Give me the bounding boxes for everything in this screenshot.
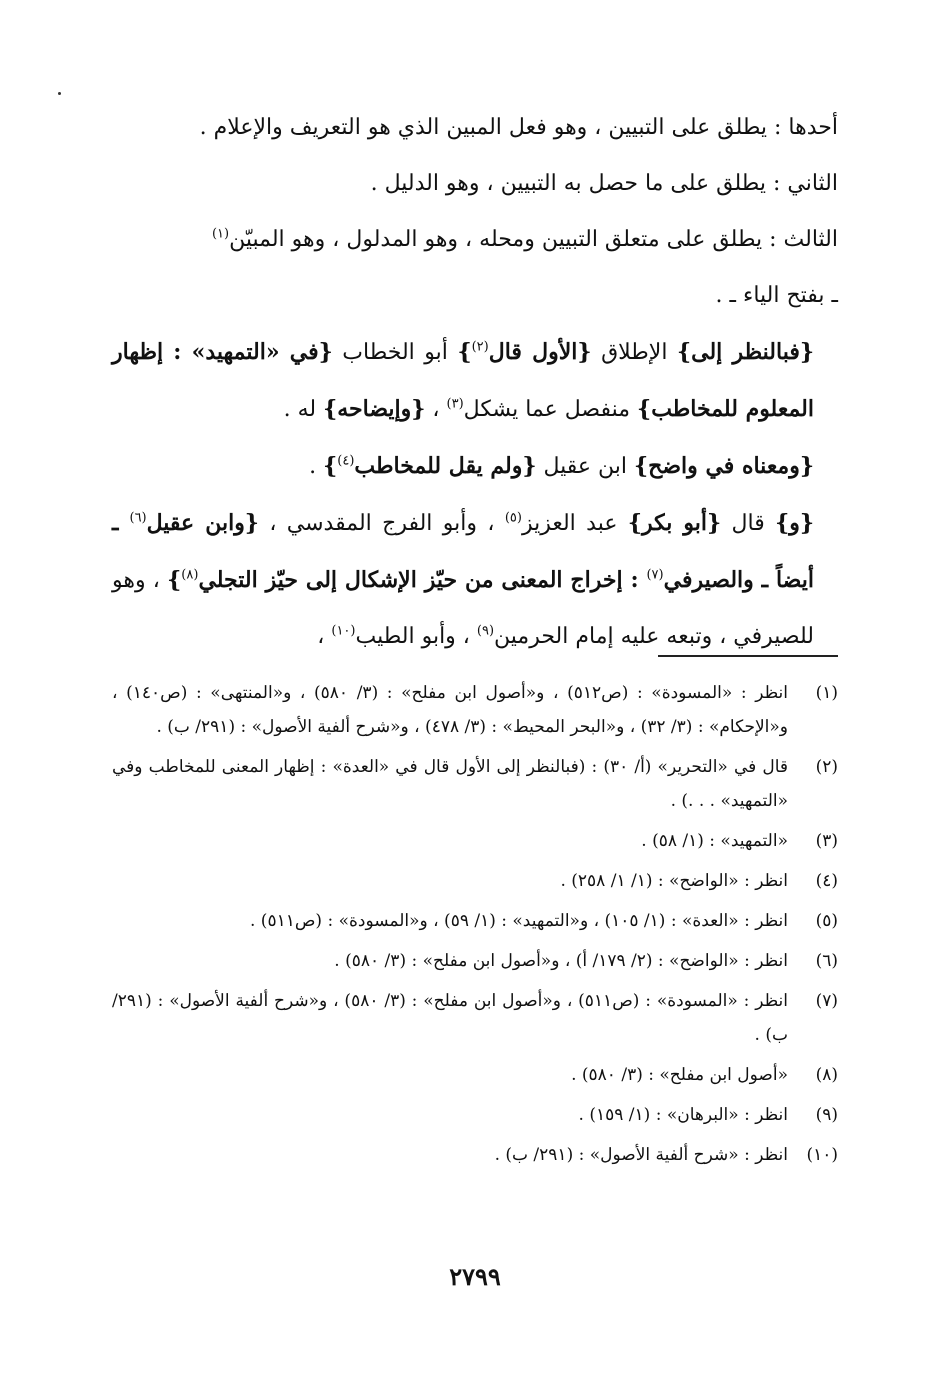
speck bbox=[58, 92, 61, 95]
paragraph-6: {و} قال {أبو بكر} عبد العزيز$^{(٥)}$ ، وأبو الفرج المقدسي ، {وابن عقيل$^{(٦)}$ ـ أيضاً ـ والصيرفي$^{(٧)}$ : إخراج المعنى من حيّز الإشكال إلى حيّز التجلي$^{(٨)}$} ، وهو للصيرفي ، وتبعه عليه إمام الحرمين$^{(٩)}$ ، وأبو الطيب$^{(١٠)}$ ، bbox=[112, 510, 815, 649]
footnote-text: انظر : «الواضح» : (١/ ١/ ٢٥٨) . bbox=[560, 871, 788, 891]
footnote-number: (١) bbox=[815, 683, 838, 703]
footnote-3 bbox=[112, 824, 838, 858]
paragraph-4: {فبالنظر إلى} الإطلاق {الأول قال$^{(٢)}$} أبو الخطاب {في «التمهيد» : إظهار المعلوم للمخاطب} منفصل عما يشكل$^{(٣)}$ ، {وإيضاحه} له . bbox=[112, 339, 814, 422]
footnote-text: انظر : «المسودة» : (ص٥١١) ، و«أصول ابن مفلح» : (٣/ ٥٨٠) ، و«شرح ألفية الأصول» : (٢٩١/ ب) . bbox=[112, 991, 788, 1045]
footnote-separator bbox=[658, 655, 838, 657]
footnote-4 bbox=[112, 864, 838, 898]
footnote-text: انظر : «الواضح» : (٢/ ١٧٩/ أ) ، و«أصول ابن مفلح» : (٣/ ٥٨٠) . bbox=[334, 951, 788, 971]
footnote-ref-7[interactable]: (٧) bbox=[646, 567, 664, 583]
footnote-ref-2[interactable]: (٢) bbox=[471, 339, 489, 355]
footnote-ref-6[interactable]: (٦) bbox=[129, 510, 147, 526]
footnote-ref-9[interactable]: (٩) bbox=[476, 623, 495, 639]
paragraph-5: {ومعناه في واضح} ابن عقيل {ولم يقل للمخاطب$^{(٤)}$} . bbox=[309, 453, 814, 479]
footnote-2 bbox=[112, 750, 838, 818]
footnote-number: (٣) bbox=[815, 831, 838, 851]
footnote-text: انظر : «شرح ألفية الأصول» : (٢٩١/ ب) . bbox=[494, 1145, 788, 1165]
paragraph-1: أحدها : يطلق على التبيين ، وهو فعل المبين الذي هو التعريف والإعلام . bbox=[199, 115, 838, 140]
footnote-ref-8[interactable]: (٨) bbox=[181, 567, 199, 583]
footnote-9 bbox=[112, 1098, 838, 1132]
footnote-ref-3[interactable]: (٣) bbox=[446, 396, 464, 412]
footnote-ref-4[interactable]: (٤) bbox=[337, 453, 355, 469]
footnote-text: انظر : «البرهان» : (١/ ١٥٩) . bbox=[578, 1105, 788, 1125]
footnote-7 bbox=[112, 984, 838, 1052]
footnote-text: انظر : «العدة» : (١/ ١٠٥) ، و«التمهيد» : (١/ ٥٩) ، و«المسودة» : (ص٥١١) . bbox=[250, 911, 788, 931]
footnotes bbox=[112, 676, 838, 1178]
paragraph-3: الثالث : يطلق على متعلق التبيين ومحله ، وهو المدلول ، وهو المبيّن$^{(١)}$ bbox=[211, 226, 838, 252]
main-text bbox=[112, 100, 838, 665]
footnote-number: (٤) bbox=[815, 871, 838, 891]
footnote-text: قال في «التحرير» (أ/ ٣٠) : (فبالنظر إلى الأول قال في «العدة» : إظهار المعنى للمخاطب وفي «التمهيد» . . .) . bbox=[112, 757, 788, 811]
footnote-text: انظر : «المسودة» : (ص٥١٢) ، و«أصول ابن مفلح» : (٣/ ٥٨٠) ، و«المنتهى» : (ص١٤٠) ، و«الإحكام» : (٣/ ٣٢) ، و«البحر المحيط» : (٣/ ٤٧٨) ، و«شرح ألفية الأصول» : (٢٩١/ ب) . bbox=[112, 683, 788, 737]
footnote-text: «أصول ابن مفلح» : (٣/ ٥٨٠) . bbox=[571, 1065, 788, 1085]
page-number: ٢٧٩٩ bbox=[449, 1262, 501, 1291]
footnote-number: (٩) bbox=[815, 1105, 838, 1125]
paragraph-2: الثاني : يطلق على ما حصل به التبيين ، وهو الدليل . bbox=[370, 171, 838, 196]
footnote-text: «التمهيد» : (١/ ٥٨) . bbox=[641, 831, 788, 851]
footnote-number: (٦) bbox=[815, 951, 838, 971]
footnote-ref-1[interactable]: (١) bbox=[211, 226, 230, 242]
footnote-number: (٧) bbox=[815, 991, 838, 1011]
footnote-6 bbox=[112, 944, 838, 978]
footnote-8 bbox=[112, 1058, 838, 1092]
footnote-ref-5[interactable]: (٥) bbox=[504, 510, 522, 526]
paragraph-3-cont: ـ بفتح الياء ـ . bbox=[715, 283, 838, 308]
footnote-5 bbox=[112, 904, 838, 938]
footnote-number: (٥) bbox=[815, 911, 838, 931]
footnote-number: (٨) bbox=[815, 1065, 838, 1085]
footnote-number: (١٠) bbox=[806, 1145, 838, 1165]
footnote-10 bbox=[112, 1138, 838, 1172]
footnote-ref-10[interactable]: (١٠) bbox=[331, 623, 356, 639]
footnote-1 bbox=[112, 676, 838, 744]
footnote-number: (٢) bbox=[815, 757, 838, 777]
